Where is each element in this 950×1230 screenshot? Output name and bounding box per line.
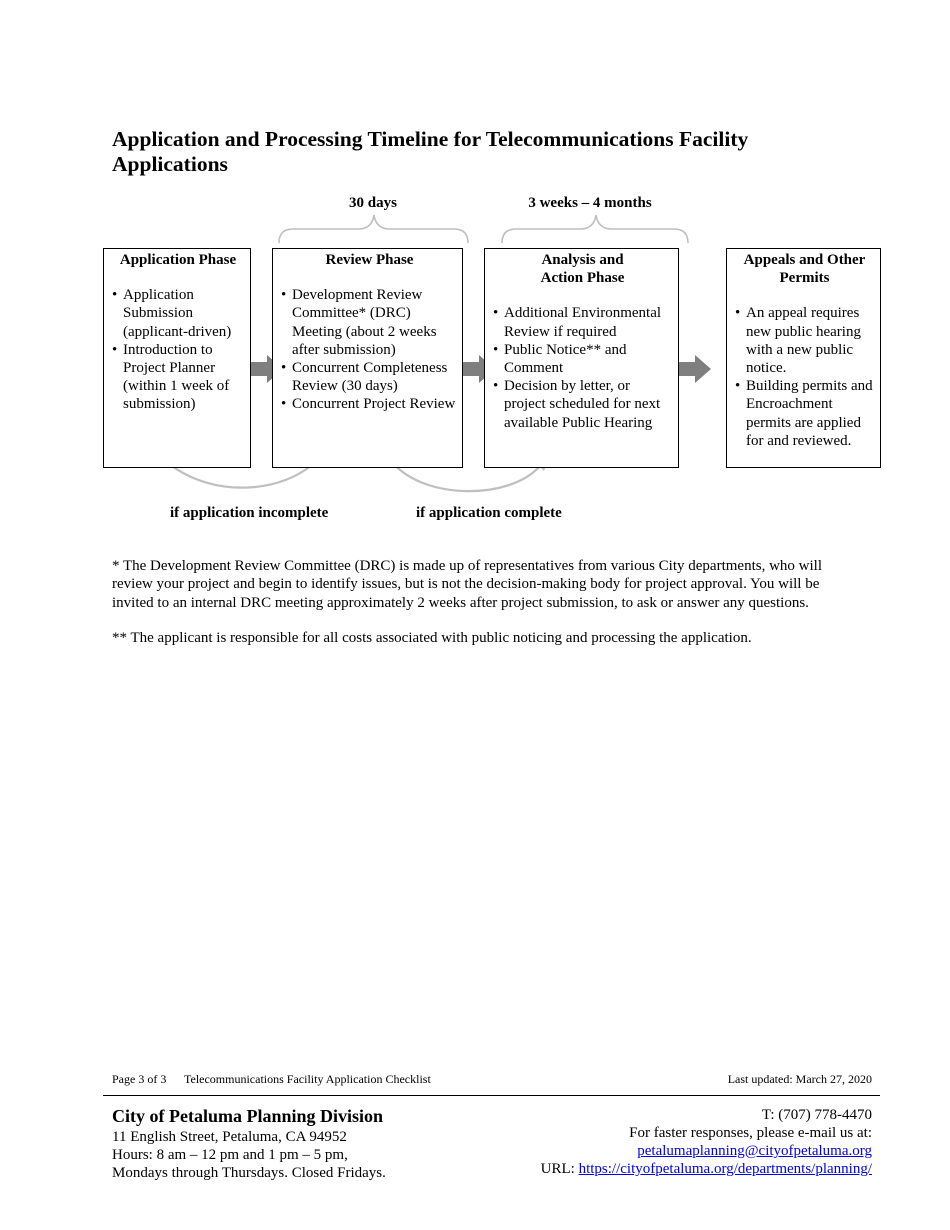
phone-number: T: (707) 778-4470 — [761, 1107, 872, 1123]
list-item: • Development Review Committee* (DRC) Meeting (about 2 weeks after submission) — [281, 286, 458, 359]
phase-item-list — [735, 304, 874, 450]
analysis-phase-box — [484, 248, 679, 468]
list-item: • Application Submission (applicant-driven) — [112, 286, 244, 341]
url-line — [541, 1160, 872, 1178]
url-label: URL: — [540, 1161, 575, 1177]
footer-divider — [103, 1095, 880, 1096]
appeals-phase-box — [726, 248, 881, 468]
email-link[interactable]: petalumaplanning@cityofpetaluma.org — [637, 1143, 872, 1159]
phase-title: Appeals and Other Permits — [743, 252, 866, 287]
office-days: Mondays through Thursdays. Closed Fridays. — [112, 1165, 386, 1181]
document-title: Telecommunications Facility Application Checklist — [184, 1072, 431, 1086]
phase-item-list — [281, 286, 458, 413]
website-link[interactable]: https://cityofpetaluma.org/departments/planning/ — [578, 1161, 872, 1177]
page-title: Application and Processing Timeline for Telecommunications Facility Applications — [112, 127, 749, 176]
phase-title: Application Phase — [119, 252, 237, 268]
email-link-wrapper — [637, 1142, 872, 1160]
phase-title: Analysis and Action Phase — [540, 252, 625, 287]
list-item: • Additional Environmental Review if required — [493, 304, 672, 340]
review-phase-box — [272, 248, 463, 468]
phase-item-list — [493, 304, 672, 431]
last-updated: Last updated: March 27, 2020 — [727, 1072, 872, 1086]
list-item: • An appeal requires new public hearing with a new public notice. — [735, 304, 874, 377]
list-item: • Introduction to Project Planner (within 1 week of submission) — [112, 341, 244, 414]
list-item: • Building permits and Encroachment permits are applied for and reviewed. — [735, 377, 874, 450]
costs-footnote: ** The applicant is responsible for all costs associated with public noticing and processing the application. — [112, 630, 752, 646]
phase-item-list — [112, 286, 244, 413]
address: 11 English Street, Petaluma, CA 94952 — [112, 1129, 347, 1145]
brace-review — [279, 215, 468, 243]
flow-arrow-3 — [679, 355, 711, 383]
incomplete-loop-label: if application incomplete — [170, 505, 329, 521]
analysis-duration-label: 3 weeks – 4 months — [528, 195, 652, 211]
list-item: • Concurrent Project Review — [281, 395, 458, 413]
office-hours: Hours: 8 am – 12 pm and 1 pm – 5 pm, — [112, 1147, 348, 1163]
review-duration-label: 30 days — [349, 195, 397, 211]
page-number: Page 3 of 3 — [112, 1072, 167, 1086]
list-item: • Concurrent Completeness Review (30 days) — [281, 359, 458, 395]
list-item: • Decision by letter, or project scheduled for next available Public Hearing — [493, 377, 672, 432]
application-phase-box — [103, 248, 251, 468]
list-item: • Public Notice** and Comment — [493, 341, 672, 377]
phase-title: Review Phase — [325, 252, 414, 268]
drc-footnote: * The Development Review Committee (DRC) is made up of representatives from various City departments, who will review your project and begin to identify issues, but is not the decision-making body for project approval. You will be invited to an internal DRC meeting approximately 2 weeks after project submission, to ask or answer any questions. — [112, 558, 822, 611]
email-prompt: For faster responses, please e-mail us at: — [629, 1125, 872, 1141]
complete-loop-label: if application complete — [416, 505, 562, 521]
organization-name: City of Petaluma Planning Division — [112, 1106, 384, 1126]
brace-analysis — [502, 215, 688, 243]
